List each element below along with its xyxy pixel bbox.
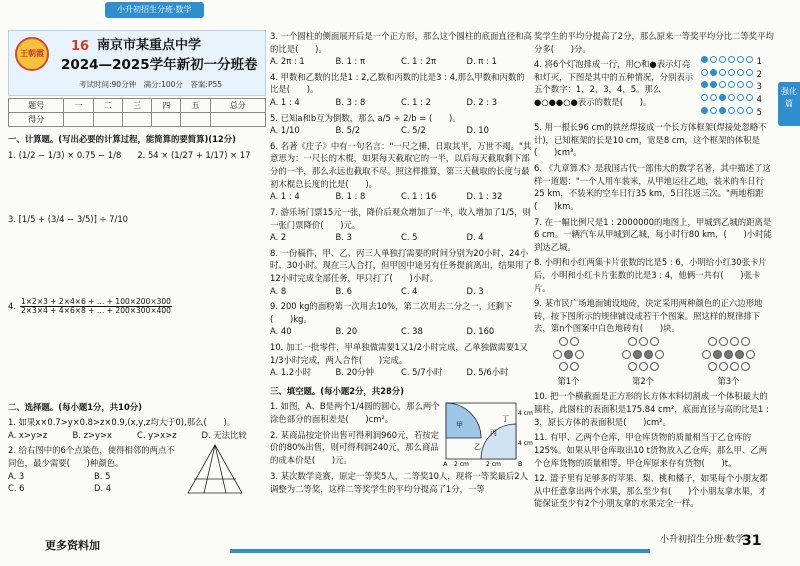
choice-q5: 5. 已知a和b互为倒数，那么 a/5 ÷ 2/b = ( )。 (270, 112, 461, 123)
choice-q2-text-block (8, 441, 180, 497)
choice-q7-options (270, 231, 532, 244)
choice-q9: 9. 200 kg的面粉第一次用去10%，第二次用去二分之一，还剩下( )kg。 (270, 301, 513, 324)
fill-q4-block (534, 55, 774, 118)
choice-q10: 10. 加工一批零件，甲单独做需要1又1/2小时完成，乙单独做需要1又1/3小时完成，两人合作( )完成。 (270, 342, 528, 365)
school-name: 南京市某重点中学 (97, 38, 202, 53)
option[interactable]: A. x>y>z (8, 429, 48, 440)
fill-q10: 10. 把一个横截面是正方形的长方体木料切割成一个体积最大的圆柱，此圆柱的表面积是175.84 cm²，底面直径与高的比是1 : 3，原长方体的表面积是( )cm²。 (534, 391, 769, 427)
section-3-title: 三、填空题。(每小题2分，共28分) (270, 385, 405, 396)
choice-q8: 8. 一份稿件，甲、乙、丙三人单独打需要的时间分别为20小时、24小时、30小时。现在三人合打，但甲因中途另有任务提前离出，结果用了12小时完成全部任务，甲只打了( )小时。 (270, 247, 532, 283)
score-input[interactable] (152, 113, 181, 127)
calc-q4-numerator: 1×2×3 + 2×4×6 + … + 100×200×300 (21, 296, 171, 306)
score-cell: 一 (64, 99, 93, 113)
option[interactable]: A. 40 (270, 326, 292, 337)
option[interactable]: B. 20 (335, 326, 358, 337)
fig-label-yi: 乙 (474, 443, 481, 452)
option[interactable]: C. 1 : 16 (401, 191, 437, 202)
score-input[interactable] (181, 113, 210, 127)
section-2-title: 二、选择题。(每小题1分，共10分) (8, 401, 143, 412)
option[interactable]: A. 2 (270, 232, 287, 243)
fill-q12: 12. 篮子里有足够多的苹果、梨、桃和橘子，如果每个小朋友都从中任意拿出两个水果，那么至少有( )个小朋友拿水果，才能保证至少有2个小朋友拿的水果完全一样。 (534, 473, 768, 509)
option[interactable]: C. 6 (8, 483, 25, 494)
column-1 (8, 30, 266, 497)
pattern-label: 第2个 (631, 375, 655, 386)
fill-q6: 6. 《九章算术》是我国古代一部伟大的数学名著，其中描述了这样一道题："一个人用车装米，从甲地运往乙地，装米的车日行25 km，不装米的空车日行35 km，5日往返三次。"两地相距( )km。 (534, 163, 771, 211)
option[interactable]: D. π : 1 (466, 56, 497, 67)
footer-bar (230, 549, 650, 553)
option[interactable]: A. 1 : 4 (270, 191, 300, 202)
calc-q1-expr: (1/2 − 1/3) × 0.75 − 1/8 (18, 149, 122, 160)
side-tab: 强化篇 (778, 82, 800, 126)
fig-label-4cm-b: 4 cm (518, 440, 533, 448)
calc-q4-num: 4. (8, 300, 16, 311)
pattern-2 (621, 337, 665, 387)
fill-q1: 1. 如图，A、B是两个1/4圆的圆心，那么两个涂色部分的面积差是( )cm²。 (270, 401, 440, 425)
choice-q6: 6. 名著《庄子》中有一句名言："一尺之棰，日取其半，万世不竭。"其意思为：一尺长的木棍，如果每天截取它的一半，以后每天截取剩下部分的一半，那么永远也截取不尽。照这样推算，第三天截取的长度与最初木棍总长度的比是( )。 (270, 140, 532, 189)
fig-label-bing: 丙 (490, 429, 497, 438)
score-input[interactable] (93, 113, 122, 127)
score-cell: 三 (122, 99, 151, 113)
score-cell: 总分 (210, 99, 265, 113)
exam-header (8, 30, 266, 96)
footer-series: 小升初招生分班·数学 (660, 535, 744, 545)
section-1-title: 一、计算题。(写出必要的计算过程，能简算的要简算)(12分) (8, 134, 236, 144)
hexagon-pattern-figure (534, 337, 774, 387)
page-number: 31 (742, 533, 762, 549)
option[interactable]: B. 1 : π (335, 56, 366, 67)
score-cell: 四 (152, 99, 181, 113)
option[interactable]: B. 5/2 (335, 125, 361, 136)
pattern-label: 第1个 (557, 375, 580, 386)
calc-row-1 (8, 149, 266, 162)
option[interactable]: C. 1 : 2 (401, 97, 431, 108)
brand-logo: 王朝霞 (15, 37, 49, 71)
option[interactable]: A. 1.2小时 (270, 367, 311, 378)
score-input[interactable] (122, 113, 151, 127)
choice-q1-options (8, 429, 266, 442)
fill-q7: 7. 在一幅比例尺是1 : 2000000的地图上，甲城到乙城的距离是6 cm。一辆汽车从甲城到乙城，每小时行80 km，( )小时能到达乙城。 (534, 216, 772, 252)
option[interactable]: A. 1 : 4 (270, 97, 300, 108)
choice-q4-options (270, 96, 532, 109)
calc-q4 (8, 298, 266, 315)
option[interactable]: C. 38 (401, 326, 423, 337)
option[interactable]: A. 1/10 (270, 125, 300, 136)
score-table-header-row (9, 99, 266, 113)
option[interactable]: D. 4 (94, 483, 112, 494)
option[interactable]: C. 4 (401, 285, 418, 296)
fill-q2: 2. 某商品按定价出售可得利润960元，若按定价的80%出售，则可得利润240元，那么商品的成本价是( )元。 (270, 429, 440, 465)
score-table (8, 98, 266, 127)
option[interactable]: B. 6 (335, 285, 352, 296)
choice-q2: 2. 给右图中的6个点染色，使得相邻的两点不同色，最少需要( )种颜色。 (8, 445, 175, 469)
option[interactable]: D. 2 : 3 (466, 97, 498, 108)
pattern-3 (701, 337, 756, 387)
series-tab: 小升初招生分班·数学 (105, 2, 204, 18)
fill-q3: 3. 某次数学竞赛，原定一等奖5人，二等奖10人，现将一等奖最后2人调整为二等奖，这样二等奖学生的平均分提高了1分，一等 (270, 471, 529, 495)
calc-q4-denominator: 2×3×4 + 4×6×8 + … + 200×300×400 (21, 305, 171, 315)
option[interactable]: D. 4 (466, 232, 484, 243)
fill-q9: 9. 某市民广场地面铺设地砖，决定采用两种颜色的正六边形地砖，按下图所示的规律铺设成若干个图案。照这样的规律排下去，第n个图案中白色地砖有( )块。 (534, 298, 763, 334)
option[interactable]: D. 10 (466, 125, 489, 136)
fill-q1-block (270, 397, 532, 467)
choice-q5-options (270, 124, 532, 137)
score-cell: 得分 (9, 113, 64, 127)
score-cell: 五 (181, 99, 210, 113)
lamp-figure (696, 55, 774, 118)
choice-q4: 4. 甲数和乙数的比是1 : 2,乙数和丙数的比是3 : 4,那么甲数和丙数的比是( )。 (270, 71, 525, 95)
option[interactable]: D. 1 : 32 (466, 191, 503, 202)
calc-q1 (8, 149, 121, 162)
option[interactable]: B. z>y>x (72, 429, 112, 440)
lamp-row-5 (700, 106, 774, 119)
column-2 (270, 30, 532, 496)
fig-label-2cm-b: 2 cm (486, 461, 501, 469)
score-cell: 题号 (9, 99, 64, 113)
column-3 (534, 30, 774, 510)
option[interactable]: C. 5/7小时 (401, 367, 443, 378)
fig-label-a: A (443, 460, 448, 469)
option[interactable]: C. 1 : 2π (401, 56, 437, 67)
option[interactable]: A. 3 (8, 470, 25, 481)
quarter-circle-figure (440, 397, 533, 469)
calc-q4-fraction (20, 298, 172, 315)
fig-label-4cm-a: 4 cm (518, 410, 533, 418)
point-graph-figure (180, 441, 250, 497)
option[interactable]: C. 5/2 (401, 125, 426, 136)
fill-q8: 8. 小明和小红两集卡片张数的比是5 : 6，小明给小红30张卡片后，小明和小红卡片张数的比是3 : 4，他俩一共有( )张卡片。 (534, 257, 767, 293)
fig-label-2cm-a: 2 cm (454, 461, 469, 469)
calc-q3: 3. [1/5 + (3/4 − 3/5)] ÷ 7/10 (8, 214, 128, 225)
option[interactable]: B. 3 : 8 (335, 97, 366, 108)
option[interactable]: A. 2π : 1 (270, 56, 305, 67)
lamp-label: 5 (756, 106, 763, 117)
fig-label-b: B (518, 460, 523, 469)
calc-q2: 2. 54 × (1/27 + 1/17) × 17 (137, 149, 251, 160)
lamp-label: 4 (756, 94, 763, 105)
lamp-row-2 (700, 68, 774, 81)
option[interactable]: C. y>x>z (137, 429, 177, 440)
choice-q10-options (270, 366, 532, 379)
option[interactable]: D. 3 (466, 285, 484, 296)
fill-q1-2-text (270, 397, 440, 467)
choice-q2-block (8, 441, 266, 497)
pattern-1 (552, 337, 585, 387)
choice-q8-options (270, 285, 532, 298)
choice-q7: 7. 游乐场门票15元一张，降价后观众增加了一半，收入增加了1/5，则一张门票降价( )元。 (270, 206, 531, 230)
lamp-row-3 (700, 80, 774, 93)
option[interactable]: D. 无法比较 (201, 429, 247, 440)
top-bar (0, 0, 800, 20)
choice-q6-options (270, 190, 532, 203)
score-input[interactable] (64, 113, 93, 127)
calc-q1-num: 1. (8, 149, 16, 160)
choice-q9-options (270, 325, 532, 338)
fill-q3-cont: 奖学生的平均分提高了2分，那么原来一等奖平均分比二等奖平均分多( )分。 (534, 31, 774, 54)
lamp-row-1 (700, 55, 774, 68)
exam-meta: 考试时间:90分钟 满分:100分 答案:P55 (79, 80, 223, 89)
footer-promo: 更多资料加 (45, 539, 100, 552)
option[interactable]: B. 20分钟 (335, 367, 374, 378)
option[interactable]: B. 5 (94, 470, 111, 481)
score-table-row (9, 113, 266, 127)
option[interactable]: B. 3 (335, 232, 352, 243)
option[interactable]: A. 8 (270, 285, 287, 296)
fill-q11: 11. 有甲、乙两个仓库，甲仓库货物的质量相当于乙仓库的125%。如果从甲仓库取出10 t货物放入乙仓库，那么甲、乙两个仓库货物的质量相等。甲仓库原来存有货物( )t。 (534, 432, 768, 468)
option[interactable]: D. 160 (466, 326, 495, 337)
option[interactable]: B. 1 : 8 (335, 191, 366, 202)
fig-label-ding: 丁 (502, 415, 509, 424)
fig-label-jia: 甲 (456, 421, 463, 430)
choice-q2-options (8, 470, 180, 483)
pattern-label: 第3个 (717, 375, 740, 386)
score-input[interactable] (210, 113, 265, 127)
choice-q1: 1. 如果x×0.7>y×0.8>z×0.9,(x,y,z均大于0),那么( )。 (8, 417, 236, 428)
lamp-label: 2 (756, 68, 763, 79)
lamp-row-4 (700, 93, 774, 106)
choice-q2-options-2 (8, 482, 180, 495)
option[interactable]: C. 5 (401, 232, 418, 243)
choice-q3: 3. 一个圆柱的侧面展开后是一个正方形，那么这个圆柱的底面直径和高的比是( )。 (270, 31, 532, 54)
lamp-label: 3 (756, 81, 763, 92)
paper-number: 16 (71, 39, 90, 54)
option[interactable]: D. 5/6小时 (466, 367, 509, 378)
score-cell: 二 (93, 99, 122, 113)
lamp-label: 1 (756, 56, 763, 67)
fill-q5: 5. 用一根长96 cm的铁丝焊接成一个长方体框架(焊接处忽略不计)，已知框架的长是10 cm，宽是8 cm，这个框架的体积是( )cm³。 (534, 122, 767, 158)
choice-q3-options (270, 55, 532, 68)
paper-title: 2024—2025学年新初一分班卷 (61, 57, 258, 73)
fill-q4: 4. 将6个灯泡排成一行，用○和●表示灯亮和灯灭，下图是其中的五种情况，分别表示五个数字：1，2，3，4，5。那么●○●●○●表示的数是( )。 (534, 59, 694, 108)
